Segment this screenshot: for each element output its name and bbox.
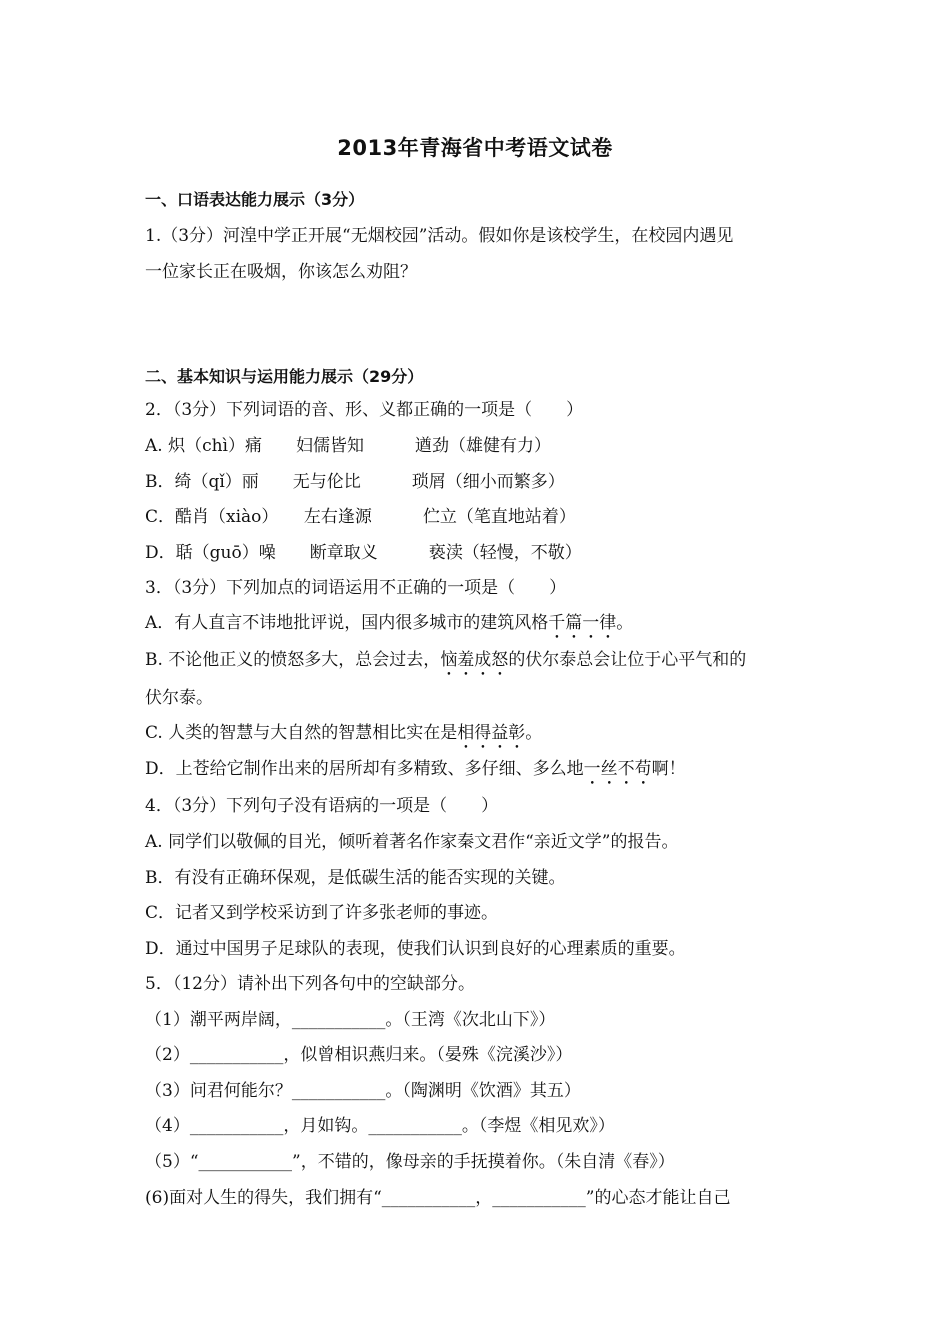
question-2-option-a: A. 炽（chì）痛 妇儒皆知 遒劲（雄健有力） <box>145 436 551 456</box>
section-1-heading: 一、口语表达能力展示（3分） <box>145 190 365 209</box>
question-3-option-b <box>145 648 746 680</box>
option-text: 的伏尔泰总会让位于心平气和的 <box>508 650 747 670</box>
question-2-option-d: D．聒（guō）噪 断章取义 亵渎（轻慢，不敬） <box>145 543 582 563</box>
option-text: 。 <box>616 613 634 633</box>
question-4-option-c: C．记者又到学校采访到了许多张老师的事迹。 <box>145 903 499 923</box>
option-text: D．上苍给它制作出来的居所却有多精致、多仔细、多么地 <box>145 759 584 779</box>
page-title: 2013年青海省中考语文试卷 <box>337 136 613 160</box>
dotted-idiom: 千篇一律 <box>548 613 617 633</box>
dotted-idiom: 相得益彰 <box>457 723 526 743</box>
option-text: 啊！ <box>651 759 686 779</box>
section-2-heading: 二、基本知识与运用能力展示（29分） <box>145 367 424 386</box>
question-4-option-b: B．有没有正确环保观，是低碳生活的能否实现的关键。 <box>145 868 566 888</box>
question-1-line-1: 1.（3分）河湟中学正开展“无烟校园”活动。假如你是该校学生，在校园内遇见 <box>145 226 734 246</box>
dotted-idiom: 一丝不苟 <box>583 759 652 779</box>
question-2-stem: 2．（3分）下列词语的音、形、义都正确的一项是（ ） <box>145 400 584 420</box>
question-3-option-c <box>145 721 542 753</box>
question-2-option-b: B．绮（qǐ）丽 无与伦比 琐屑（细小而繁多） <box>145 472 565 492</box>
question-3-stem: 3．（3分）下列加点的词语运用不正确的一项是（ ） <box>145 578 567 598</box>
question-2-option-c: C．酷肖（xiào） 左右逢源 伫立（笔直地站着） <box>145 507 576 527</box>
question-4-option-d: D．通过中国男子足球队的表现，使我们认识到良好的心理素质的重要。 <box>145 939 686 959</box>
question-5-item-3: （3）问君何能尔？___________。（陶渊明《饮酒》其五） <box>145 1081 581 1101</box>
option-text: A．有人直言不讳地批评说，国内很多城市的建筑风格 <box>145 613 549 633</box>
question-3-option-d <box>145 757 686 789</box>
question-5-item-4: （4）___________，月如钩。___________。（李煜《相见欢》） <box>145 1116 615 1136</box>
option-text: 。 <box>525 723 543 743</box>
question-5-stem: 5．（12分）请补出下列各句中的空缺部分。 <box>145 974 475 994</box>
question-5-item-6: (6)面对人生的得失，我们拥有“___________，___________”的心态才能让自己 <box>145 1188 731 1208</box>
question-4-option-a: A. 同学们以敬佩的目光，倾听着著名作家秦文君作“亲近文学”的报告。 <box>145 832 679 852</box>
question-3-option-b-line-2: 伏尔泰。 <box>145 688 213 708</box>
dotted-idiom: 恼羞成怒 <box>440 650 509 670</box>
question-1-line-2: 一位家长正在吸烟，你该怎么劝阻？ <box>145 262 417 282</box>
question-5-item-2: （2）___________，似曾相识燕归来。（晏殊《浣溪沙》） <box>145 1045 573 1065</box>
option-text: C. 人类的智慧与大自然的智慧相比实在是 <box>145 723 458 743</box>
option-text: B. 不论他正义的愤怒多大，总会过去， <box>145 650 441 670</box>
question-4-stem: 4．（3分）下列句子没有语病的一项是（ ） <box>145 796 499 816</box>
question-3-option-a <box>145 611 633 643</box>
question-5-item-5: （5）“___________”，不错的，像母亲的手抚摸着你。（朱自清《春》） <box>145 1152 675 1172</box>
question-5-item-1: （1）潮平两岸阔，___________。（王湾《次北山下》） <box>145 1010 556 1030</box>
